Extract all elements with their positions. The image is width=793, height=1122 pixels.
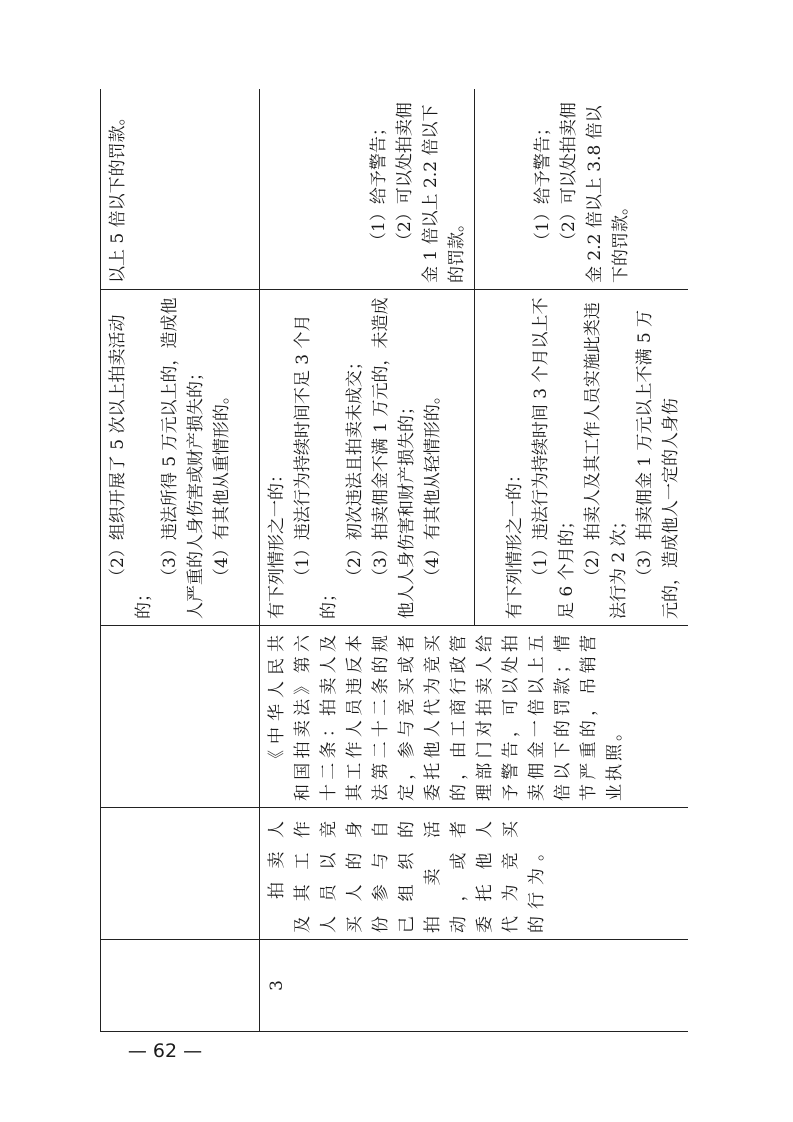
legal-basis-cell (260, 626, 689, 808)
general-penalty-cell (475, 89, 689, 290)
severe-penalty-text: 以上 5 倍以下的罚款。 (108, 108, 128, 283)
general-penalty-2: （2）可以处拍卖佣金 2.2 倍以上 3.8 倍以下的罚款。 (558, 102, 631, 283)
light-circumstances-cell (260, 290, 475, 626)
basis-cell-continued (101, 626, 260, 808)
general-item-1: （1）违法行为持续时间 3 个月以上不足 6 个月的； (531, 297, 577, 619)
severe-item-3: （3）违法所得 5 万元以上的，造成他人严重的人身伤害或财产损失的； (160, 297, 206, 619)
general-item-2: （2）拍卖人及其工作人员实施此类违法行为 2 次； (583, 302, 629, 619)
behavior-cell-continued (101, 808, 260, 940)
light-penalty-2: （2）可以处拍卖佣金 1 倍以上 2.2 倍以下的罚款。 (395, 102, 467, 283)
row-number-cell (260, 940, 689, 1032)
severe-item-2: （2）组织开展了 5 次以上拍卖活动的； (108, 314, 154, 619)
page-number: — 62 — (127, 1040, 203, 1062)
behavior-cell (260, 808, 689, 940)
rotated-table-content (100, 89, 688, 1032)
light-item-4: （4）有其他从轻情形的。 (423, 387, 443, 585)
general-penalty-1: （1）给予警告； (532, 119, 553, 249)
legal-basis-text: 《中华人民共和国拍卖法》第六十二条：拍卖人及其工作人员违反本法第二十二条的规定，参与竞买或者委托他人代为竞买的，由工商行政管理部门对拍卖人给予警告，可以处拍卖佣金一倍以上五倍以下的罚款；情节严重的，吊销营业执照。 (267, 632, 625, 801)
severe-circumstances-cell (101, 290, 260, 626)
light-intro: 有下列情形之一的： (267, 466, 287, 619)
row-number: 3 (267, 980, 287, 991)
light-item-2: （2）初次违法且拍卖未成交； (345, 353, 365, 585)
light-penalty-1: （1）给予警告； (369, 119, 389, 249)
general-circumstances-cell (475, 290, 689, 626)
general-item-3: （3）拍卖佣金 1 万元以上不满 5 万元的，造成他人一定的人身伤 (635, 309, 681, 619)
violation-behavior-text: 拍卖人及其工作人员以竞买人的身份参与自己组织的拍卖活动，或者委托他人代为竞买的行为。 (267, 814, 547, 933)
table-row-continued (101, 89, 260, 1032)
light-item-3: （3）拍卖佣金不满 1 万元的，未造成他人人身伤害和财产损失的； (371, 297, 417, 619)
table-row-light (260, 89, 475, 1032)
general-intro: 有下列情形之一的： (505, 466, 525, 619)
light-item-1: （1）违法行为持续时间不足 3 个月的； (293, 314, 339, 619)
severe-item-4: （4）有其他从重情形的。 (212, 387, 232, 585)
number-cell-continued (101, 940, 260, 1032)
rotated-table-frame (100, 89, 688, 1032)
severe-penalty-cell (101, 89, 260, 290)
light-penalty-cell (260, 89, 475, 290)
penalty-table (100, 89, 688, 1032)
